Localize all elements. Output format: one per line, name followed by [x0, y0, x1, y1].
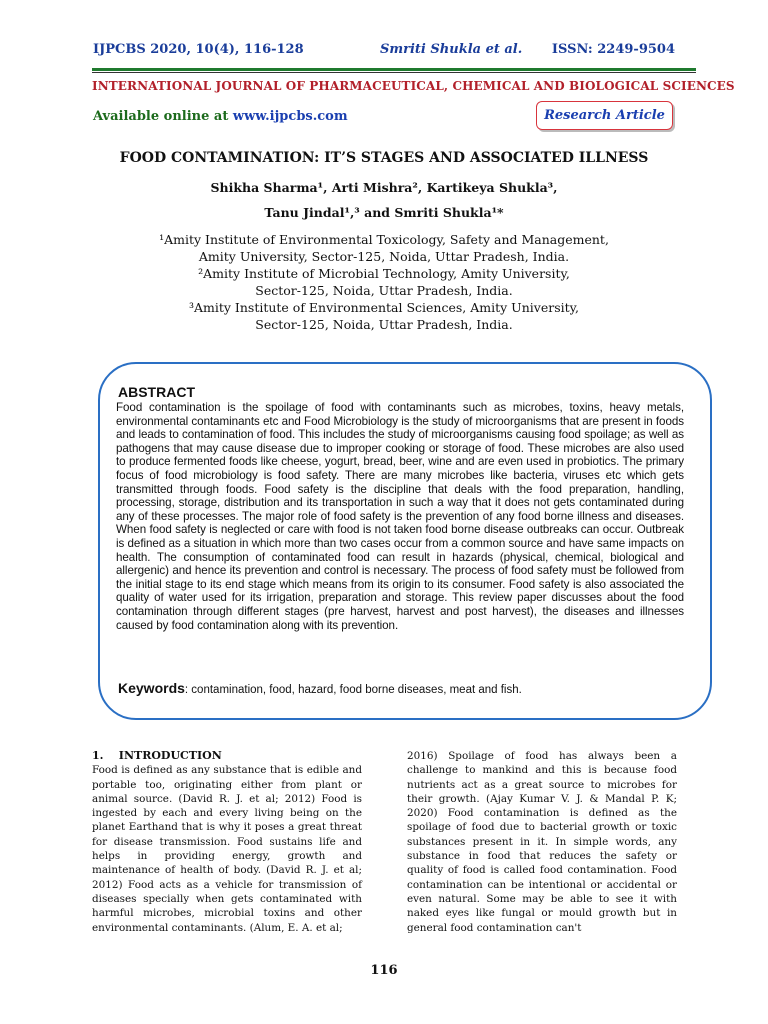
header-rule-dark — [92, 72, 696, 73]
affiliation-line: ²Amity Institute of Microbial Technology, Amity University, — [198, 266, 570, 281]
page-number: 116 — [370, 963, 398, 978]
issn: ISSN: 2249-9504 — [551, 42, 675, 57]
journal-link[interactable]: www.ijpcbs.com — [232, 109, 348, 124]
affiliation-line: Sector-125, Noida, Uttar Pradesh, India. — [255, 283, 513, 298]
citation: IJPCBS 2020, 10(4), 116-128 — [93, 42, 304, 57]
running-author: Smriti Shukla et al. — [380, 42, 523, 57]
intro-paragraph-left: Food is defined as any substance that is edible and portable too, originating either from plant or animal source. (David R. J. et al; 2012) Food is ingested by each and every living being on the planet Earthand that is why it poses a great threat for disease transmission. Food sustains life and helps in providing energy, growth and maintenance of health of body. (David R. J. et al; 2012) Food acts as a vehicle for transmission of diseases specially when gets contaminated with harmful microbes, microbial toxins and other environmental contaminants. (Alum, E. A. et al; — [92, 764, 362, 934]
affiliation-line: Amity University, Sector-125, Noida, Uttar Pradesh, India. — [198, 249, 570, 264]
paper-title: FOOD CONTAMINATION: IT’S STAGES AND ASSOCIATED ILLNESS — [119, 150, 649, 166]
body-column-left — [92, 749, 362, 935]
affiliations — [0, 231, 768, 333]
running-header — [93, 42, 675, 60]
affiliation-line: Sector-125, Noida, Uttar Pradesh, India. — [255, 317, 513, 332]
authors-line-2: Tanu Jindal¹,³ and Smriti Shukla¹* — [264, 205, 504, 220]
affiliation-line: ³Amity Institute of Environmental Sciences, Amity University, — [188, 300, 580, 315]
keywords-label: Keywords — [118, 680, 185, 696]
available-label: Available online at — [93, 109, 233, 124]
intro-paragraph-right: 2016) Spoilage of food has always been a challenge to mankind and this is because food nutrients act as a great source to microbes for their growth. (Ajay Kumar V. J. & Mandal P. K; 2020) Food contamination is defined as the spoilage of food due to bacterial growth or toxic substances present in it. In simple words, any substance in food that reduces the safety or quality of food is called food contamination. Food contamination can be intentional or accidental or even natural. Some may be able to see it with naked eyes like fungal or mould growth but in general food contamination can't — [407, 750, 677, 934]
section-heading: 1. INTRODUCTION — [92, 749, 222, 762]
abstract-heading: ABSTRACT — [118, 384, 195, 400]
affiliation-line: ¹Amity Institute of Environmental Toxicology, Safety and Management, — [159, 232, 609, 247]
body-column-right — [407, 749, 677, 935]
keywords-list: : contamination, food, hazard, food borne diseases, meat and fish. — [184, 684, 522, 696]
journal-name: INTERNATIONAL JOURNAL OF PHARMACEUTICAL, CHEMICAL AND BIOLOGICAL SCIENCES — [92, 79, 735, 93]
authors-line-1: Shikha Sharma¹, Arti Mishra², Kartikeya Shukla³, — [210, 180, 558, 195]
header-rule-green — [92, 68, 696, 71]
abstract-text: Food contamination is the spoilage of food with contaminants such as microbes, toxins, heavy metals, environmental contaminants etc and Food Microbiology is the study of microorganisms that are present in foods and leads to contamination of food. This includes the study of microorganisms causing food spoilage; as well as pathogens that may cause disease due to improper cooking or storage of food. These microbes are also used to produce fermented foods like cheese, yogurt, bread, beer, wine and are even used in probiotics. The primary focus of food microbiology is food safety. There are many microbes like bacteria, viruses etc which gets transmitted through foods. Food safety is the discipline that deals with the food preparation, handling, processing, storage, distribution and its transportation in such a way that it does not gets contaminated during any of these processes. The major role of food safety is the prevention of any food borne illness and diseases. When food safety is neglected or care with food is not taken food borne disease outbreaks can occur. Outbreak is defined as a situation in which more than two cases occur from a common source and have same impacts on health. The consumption of contaminated food can result in hazards (physical, chemical, biological and allergenic) and hence its prevention and control is necessary. The process of food safety must be followed from the initial stage to its end stage which means from its origin to its consumer. Food safety is also associated the quality of water used for its irrigation, preparation and storage. This review paper discusses about the food contamination through different stages (pre harvest, harvest and post harvest), the diseases and illnesses caused by food contamination along with its prevention. — [116, 401, 684, 632]
available-online — [93, 109, 348, 124]
keywords — [118, 680, 522, 696]
article-type-badge: Research Article — [536, 101, 673, 130]
